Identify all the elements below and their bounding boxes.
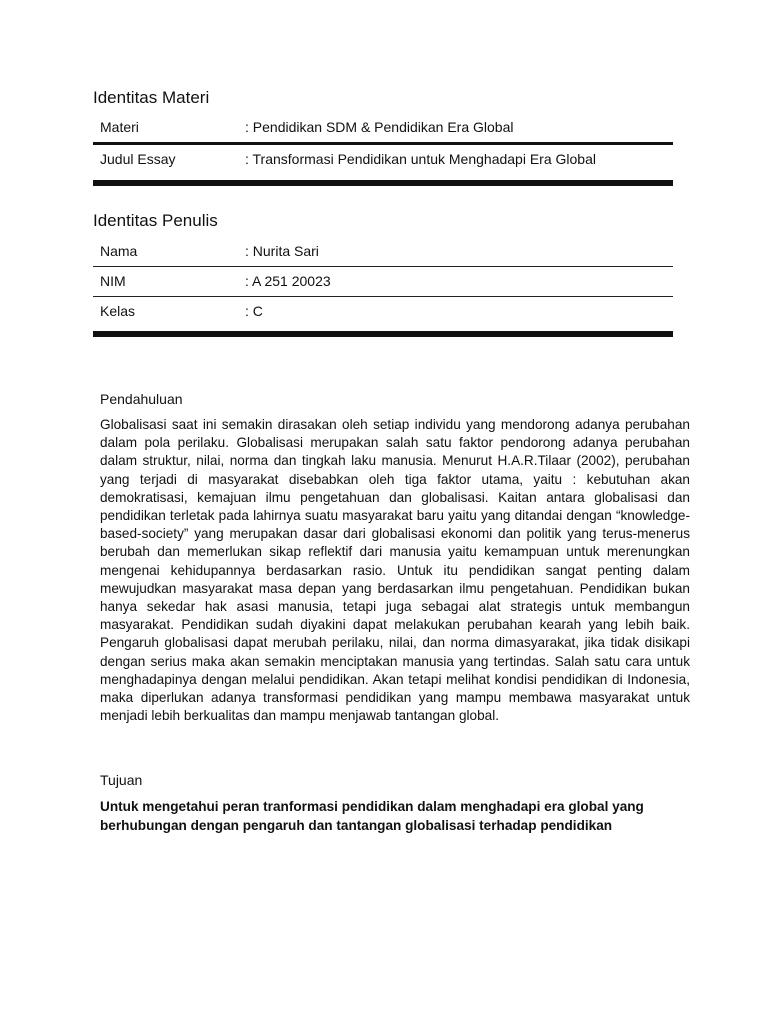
- row-value: : Nurita Sari: [245, 243, 319, 259]
- table-row-kelas: [93, 297, 673, 326]
- tujuan-section: [100, 772, 690, 835]
- table-row-nama: [93, 237, 673, 267]
- table-row-materi: [93, 113, 673, 145]
- pendahuluan-paragraph: Globalisasi saat ini semakin dirasakan oleh setiap individu yang mendorong adanya perubahan dalam pola perilaku. Globalisasi merupakan salah satu faktor pendorong adanya perubahan dalam struktur, nilai, norma dan tingkah laku manusia. Menurut H.A.R.Tilaar (2002), perubahan yang terjadi di masyarakat disebabkan oleh tiga faktor utama, yaitu : kebutuhan akan demokratisasi, kemajuan ilmu pengetahuan dan globalisasi. Kaitan antara globalisasi dan pendidikan terletak pada lahirnya suatu masyarakat baru yaitu yang ditandai dengan “knowledge-based-society” yang merupakan dasar dari globalisasi ekonomi dan politik yang terus-menerus berubah dan memerlukan sikap reflektif dari manusia yaitu kemampuan untuk merenungkan mengenai kehidupannya berdasarkan rasio. Untuk itu pendidikan sangat penting dalam mewujudkan masyarakat masa depan yang berdasarkan ilmu pengetahuan. Pendidikan bukan hanya sekedar hak asasi manusia, tetapi juga sebagai alat strategis untuk membangun masyarakat. Pendidikan sudah diyakini dapat melakukan perubahan kearah yang lebih baik. Pengaruh globalisasi dapat merubah perilaku, nilai, dan norma dimasyarakat, jika tidak disikapi dengan serius maka akan semakin menciptakan manusia yang tertindas. Salah satu cara untuk menghadapinya dengan melalui pendidikan. Akan tetapi melihat kondisi pendidikan di Indonesia, maka diperlukan adanya transformasi pendidikan yang mampu membawa masyarakat untuk menjadi lebih berkualitas dan mampu menjawab tantangan global.: [100, 417, 690, 724]
- table-row-nim: [93, 267, 673, 297]
- identitas-penulis-table: [93, 237, 673, 337]
- table-divider: [93, 180, 673, 186]
- row-value: : Transformasi Pendidikan untuk Menghadapi Era Global: [245, 151, 596, 167]
- tujuan-paragraph: Untuk mengetahui peran tranformasi pendidikan dalam menghadapi era global yang berhubungan dengan pengaruh dan tantangan globalisasi terhadap pendidikan: [100, 799, 644, 833]
- identitas-penulis-title: Identitas Penulis: [93, 211, 218, 230]
- table-divider: [93, 331, 673, 337]
- row-label: Kelas: [100, 303, 136, 319]
- tujuan-heading: Tujuan: [100, 772, 143, 788]
- row-label: Nama: [100, 243, 138, 259]
- table-row-judul-essay: [93, 145, 673, 174]
- pendahuluan-section: [100, 391, 690, 725]
- row-label: NIM: [100, 273, 126, 289]
- row-value: : A 251 20023: [245, 273, 331, 289]
- identitas-materi-title: Identitas Materi: [93, 88, 210, 107]
- identitas-materi-table: [93, 113, 673, 186]
- row-label: Materi: [100, 119, 139, 135]
- pendahuluan-heading: Pendahuluan: [100, 391, 183, 407]
- row-value: : Pendidikan SDM & Pendidikan Era Global: [245, 119, 514, 135]
- row-label: Judul Essay: [100, 151, 176, 167]
- row-value: : C: [245, 303, 263, 319]
